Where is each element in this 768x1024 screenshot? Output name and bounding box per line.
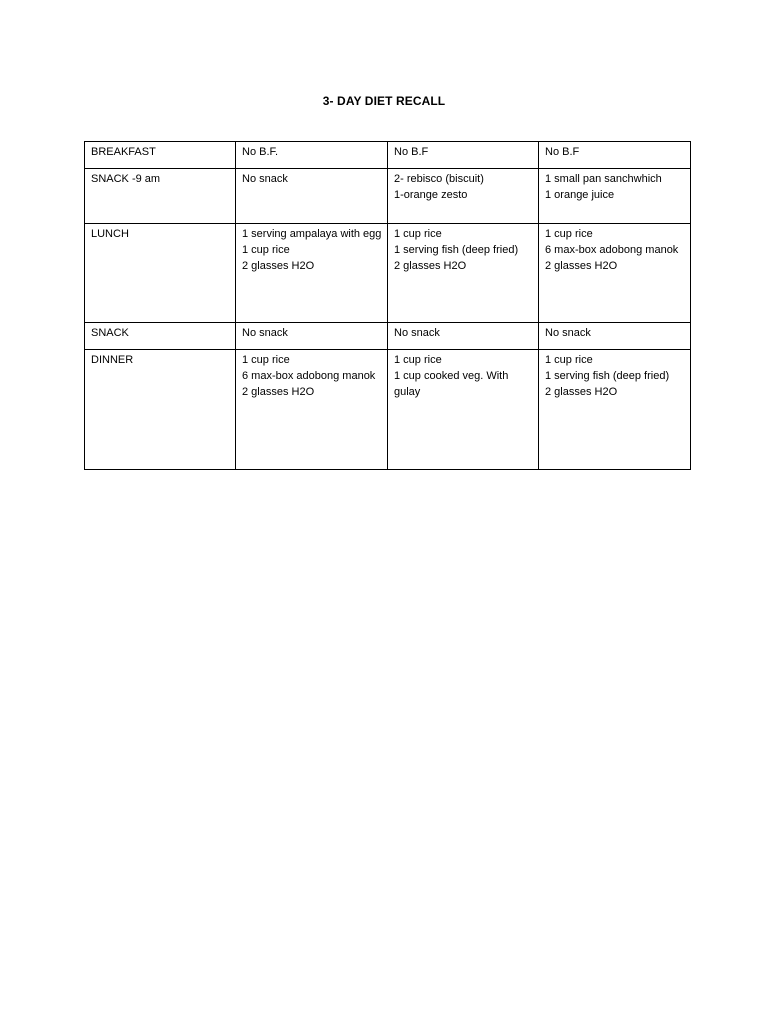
cell-text: 1 cup rice (545, 354, 593, 366)
cell-text: No snack (242, 173, 288, 185)
cell-text: 1 serving ampalaya with egg (242, 228, 382, 240)
day-1-cell (236, 169, 388, 224)
day-1-cell (236, 224, 388, 323)
day-2-cell (388, 169, 539, 224)
day-2-cell (388, 323, 539, 350)
day-3-cell (539, 224, 691, 323)
cell-text: 1 cup rice (242, 244, 290, 256)
cell-text: 2 glasses H2O (545, 260, 618, 272)
cell-text: 1 cup rice (242, 354, 290, 366)
table-row (85, 169, 691, 224)
cell-text: 1 cup cooked veg. With gulay (394, 370, 509, 398)
cell-text: No B.F (394, 146, 429, 158)
cell-text: 1 serving fish (deep fried) (394, 244, 519, 256)
day-3-cell (539, 323, 691, 350)
meal-label-cell (85, 350, 236, 470)
cell-text: No snack (242, 327, 288, 339)
day-1-cell (236, 323, 388, 350)
table-row (85, 142, 691, 169)
meal-label-cell (85, 323, 236, 350)
cell-text: 2 glasses H2O (545, 386, 618, 398)
meal-label: BREAKFAST (91, 146, 156, 158)
table-row (85, 350, 691, 470)
day-3-cell (539, 169, 691, 224)
cell-text: 6 max-box adobong manok (545, 244, 679, 256)
table-row (85, 224, 691, 323)
day-1-cell (236, 142, 388, 169)
day-2-cell (388, 142, 539, 169)
cell-text: No B.F (545, 146, 580, 158)
meal-label: SNACK -9 am (91, 173, 161, 185)
cell-text: 2 glasses H2O (242, 260, 315, 272)
cell-text: 2 glasses H2O (394, 260, 467, 272)
cell-text: 1-orange zesto (394, 189, 468, 201)
cell-text: 1 serving fish (deep fried) (545, 370, 670, 382)
meal-label-cell (85, 142, 236, 169)
meal-label: DINNER (91, 354, 134, 366)
cell-text: 6 max-box adobong manok (242, 370, 376, 382)
cell-text: 1 cup rice (394, 228, 442, 240)
day-2-cell (388, 224, 539, 323)
cell-text: No snack (545, 327, 591, 339)
meal-label: LUNCH (91, 228, 129, 240)
meal-label-cell (85, 169, 236, 224)
meal-label: SNACK (91, 327, 129, 339)
day-2-cell (388, 350, 539, 470)
table-row (85, 323, 691, 350)
meal-label-cell (85, 224, 236, 323)
cell-text: 2 glasses H2O (242, 386, 315, 398)
day-3-cell (539, 350, 691, 470)
cell-text: 1 cup rice (545, 228, 593, 240)
day-3-cell (539, 142, 691, 169)
cell-text: 1 small pan sanchwhich (545, 173, 662, 185)
diet-recall-table (84, 141, 691, 470)
cell-text: 1 orange juice (545, 189, 615, 201)
page-title: 3- DAY DIET RECALL (322, 94, 446, 108)
cell-text: No snack (394, 327, 440, 339)
day-1-cell (236, 350, 388, 470)
cell-text: 1 cup rice (394, 354, 442, 366)
cell-text: 2- rebisco (biscuit) (394, 173, 484, 185)
cell-text: No B.F. (242, 146, 279, 158)
